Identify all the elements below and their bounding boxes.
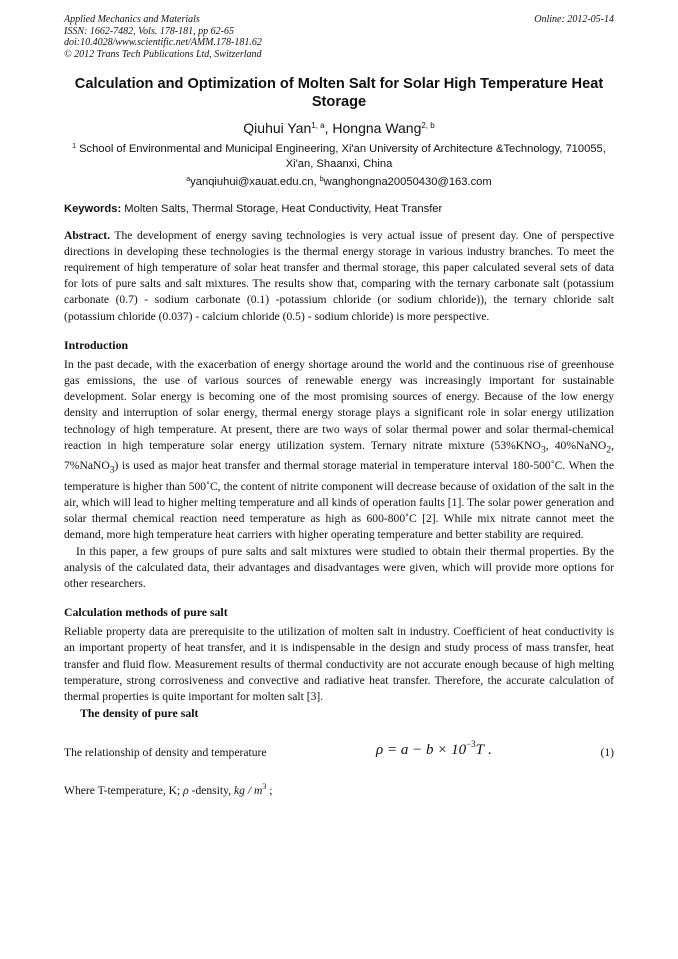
keywords-label: Keywords: (64, 202, 122, 215)
where-unit: kg / m (233, 784, 263, 798)
affiliation-sup: 1 (72, 143, 76, 150)
equation-1-row (64, 739, 614, 763)
where-text-a: Where T-temperature, K; (64, 784, 184, 798)
formula-part-b: T (475, 742, 484, 759)
where-text-b: -density, (188, 784, 234, 798)
intro-text-d: ) is used as major heat transfer and thermal storage material in temperature interval 180-500˚C. When the temperature is higher than 500˚C, the content of nitrite component will decrease because of oxidation of the salt in the air, which will lead to higher melting temperature and all kinds of operation faults [1]. The solar power generation and solar thermal chemical reaction need temperature as high as 600-800˚C [2]. While mix nitrate cannot meet the demand, more high temperature heat carriers with higher operating temperature and better stability are required. (64, 459, 614, 542)
abstract-text: The development of energy saving technologies is very actual issue of present day. One of perspective directions in developing these technologies is the thermal energy storage in various industry branches. To meet the requirement of high temperature of solar heat transfer and thermal storage, this paper calculated several sets of data for lots of pure salts and salt mixtures. The results show that, comparing with the ternary carbonate salt (potassium carbonate (0.7) - sodium carbonate (0.1) -potassium chloride (or sodium chloride)), the ternary chloride salt (potassium chloride (0.037) - calcium chloride (0.5) - sodium chloride) is more perspective. (64, 228, 614, 323)
intro-text-a: In the past decade, with the exacerbation of energy shortage around the world and the continuous rise of greenhouse gas emissions, the use of various sources of renewable energy was increasingly important for sustainable development. Solar energy is becoming one of the most promising sources of energy. Because of the low energy density and interruption of solar energy, thermal energy storage plays a significant role in solar energy utilization technology of high temperature. At present, there are two ways of solar thermal power and solar thermal-chemical reaction in high temperature solar energy utilization system. Ternary nitrate mixture (53%KNO (64, 357, 614, 452)
author-separator: , (324, 120, 333, 136)
intro-text-c: , 7%NaNO (64, 438, 615, 473)
paper-page (64, 14, 614, 799)
author-line (64, 120, 614, 137)
abstract-label: Abstract. (64, 228, 111, 242)
doi-line: doi:10.4028/www.scientific.net/AMM.178-181.62 (64, 37, 262, 48)
copyright-line: © 2012 Trans Tech Publications Ltd, Switzerland (64, 48, 262, 60)
introduction-heading: Introduction (64, 337, 129, 352)
calc-paragraph-1: Reliable property data are prerequisite to the utilization of molten salt in industry. Coefficient of heat conductivity is an important property of heat transfer, and it is indispensable in the design and study process of mass transfer, heat transfer and fluid flow. Measurement results of thermal conductivity are not accurate enough because of high melting temperature, strong corrosiveness and convective and radiative heat transfer. Therefore, the accurate calculation of thermal properties is quite important for molten salt [3]. (64, 625, 614, 703)
density-subheading: The density of pure salt (80, 706, 199, 721)
online-date: Online: 2012-05-14 (534, 14, 614, 25)
issn-line: ISSN: 1662-7482, Vols. 178-181, pp 62-65 (64, 25, 234, 37)
equation-number: (1) (600, 746, 614, 760)
affiliation-text: School of Environmental and Municipal Engineering, Xi'an University of Architecture &Technology, 710055, Xi'an, Shaanxi, China (75, 143, 606, 170)
email-b-sup: b (319, 176, 324, 183)
where-rho: ρ (183, 784, 189, 798)
author-1-name: Qiuhui Yan (243, 120, 312, 136)
paper-title: Calculation and Optimization of Molten Salt for Solar High Temperature Heat Storage (74, 76, 604, 110)
equation-1 (376, 740, 492, 760)
email-a-sup: a (186, 176, 191, 183)
equation-lead-text: The relationship of density and temperature (64, 746, 267, 760)
abstract (64, 228, 614, 325)
formula-period: . (484, 742, 492, 759)
intro-text-b: , 40%NaNO (545, 438, 607, 452)
introduction-paragraph-2: In this paper, a few groups of pure salts and salt mixtures were studied to obtain their thermal properties. By the analysis of the calculated data, their advantages and disadvantages were given, which will provide more options for other researchers. (64, 544, 614, 590)
intro-sub-3: 3 (109, 464, 115, 476)
affiliation (64, 142, 614, 171)
author-2-name: Hongna Wang (332, 120, 422, 136)
keywords (64, 202, 614, 216)
formula-part-a: ρ = a − b × 10 (376, 742, 467, 759)
calc-heading: Calculation methods of pure salt (64, 605, 228, 620)
where-text-end: ; (266, 784, 273, 798)
introduction-paragraph-1 (64, 357, 614, 544)
author-1-sup: 1, a (311, 121, 325, 130)
journal-header (64, 14, 614, 60)
intro-sub-1: 3 (540, 444, 546, 456)
email-a[interactable]: yanqiuhui@xauat.edu.cn, (190, 176, 320, 188)
where-line (64, 779, 614, 799)
journal-name: Applied Mechanics and Materials (64, 14, 200, 25)
email-line (64, 175, 614, 190)
author-2-sup: 2, b (421, 121, 435, 130)
where-unit-sup: 3 (262, 782, 267, 792)
formula-exponent: −3 (466, 739, 476, 750)
email-b[interactable]: wanghongna20050430@163.com (323, 176, 492, 188)
intro-sub-2: 2 (606, 444, 612, 456)
keywords-text: Molten Salts, Thermal Storage, Heat Conductivity, Heat Transfer (121, 202, 443, 215)
